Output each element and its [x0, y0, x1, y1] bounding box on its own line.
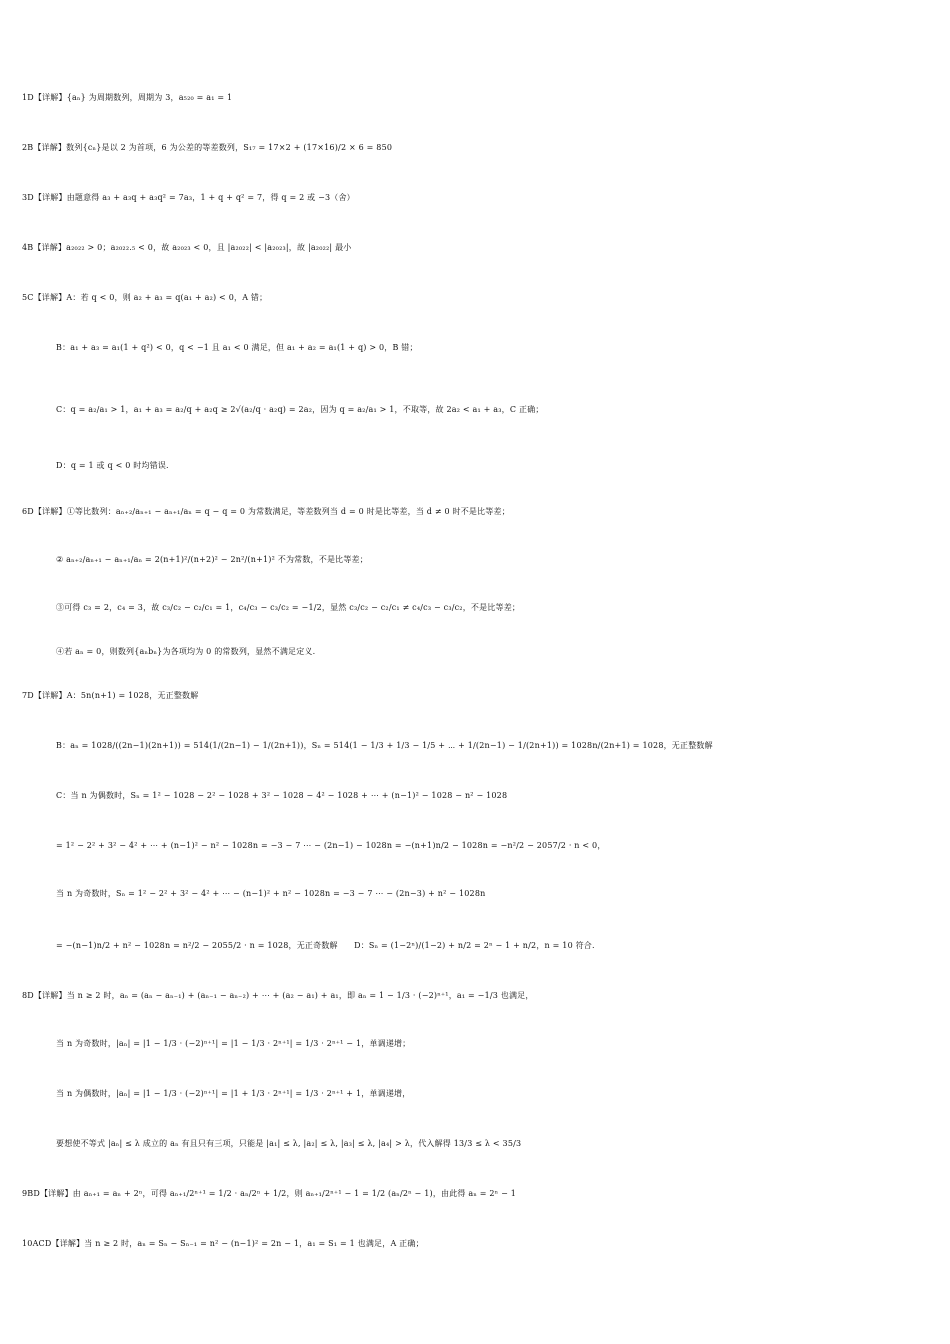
answer-10acd: 10ACD【详解】当 n ≥ 2 时，aₙ = Sₙ − Sₙ₋₁ = n² − (n−1)² = 2n − 1，a₁ = S₁ = 1 也满足，A 正确； [22, 1239, 424, 1248]
answer-8d-even: 当 n 为偶数时，|aₙ| = |1 − 1/3 · (−2)ⁿ⁺¹| = |1 + 1/3 · 2ⁿ⁺¹| = 1/3 · 2ⁿ⁺¹ + 1，单调递增， [56, 1089, 411, 1098]
answer-7d-option-c: C：当 n 为偶数时，Sₙ = 1² − 1028 − 2² − 1028 + 3² − 1028 − 4² − 1028 + ⋯ + (n−1)² − 1028 − n² − 1028 [56, 791, 508, 800]
answer-1d: 1D【详解】{aₙ} 为周期数列，周期为 3，a₅₂₀ = a₁ = 1 [22, 93, 233, 102]
answer-6d: 6D【详解】①等比数列：aₙ₊₂/aₙ₊₁ − aₙ₊₁/aₙ = q − q = 0 为常数满足，等差数列当 d = 0 时是比等差，当 d ≠ 0 时不是比等差； [22, 507, 510, 516]
answer-5c-option-c: C：q = a₂/a₁ > 1，a₁ + a₃ = a₂/q + a₂q ≥ 2√(a₂/q · a₂q) = 2a₂，因为 q = a₂/a₁ > 1，不取等，故 2a₂ < a₁ + a₃，C 正确； [56, 405, 544, 414]
answer-7d: 7D【详解】A：5n(n+1) = 1028，无正整数解 [22, 691, 199, 700]
answer-7d-option-c-line2: = 1² − 2² + 3² − 4² + ⋯ + (n−1)² − n² − 1028n = −3 − 7 ⋯ − (2n−1) − 1028n = −(n+1)n/2 − 1028n = −n²/2 − 2057/2 · n < 0， [56, 841, 606, 850]
answer-9bd: 9BD【详解】由 aₙ₊₁ = aₙ + 2ⁿ，可得 aₙ₊₁/2ⁿ⁺¹ = 1/2 · aₙ/2ⁿ + 1/2，则 aₙ₊₁/2ⁿ⁺¹ − 1 = 1/2 (aₙ/2ⁿ − 1)，由此得 aₙ = 2ⁿ − 1 [22, 1189, 517, 1198]
answer-6d-part-3: ③可得 c₃ = 2，c₄ = 3，故 c₃/c₂ − c₂/c₁ = 1，c₄/c₃ − c₃/c₂ = −1/2，显然 c₃/c₂ − c₂/c₁ ≠ c₄/c₃ − c₃/c₂，不是比等差； [56, 603, 521, 612]
answer-8d: 8D【详解】当 n ≥ 2 时，aₙ = (aₙ − aₙ₋₁) + (aₙ₋₁ − aₙ₋₂) + ⋯ + (a₂ − a₁) + a₁，即 aₙ = 1 − 1/3 · (−2)ⁿ⁺¹，a₁ = −1/3 也满足， [22, 991, 534, 1000]
answer-7d-option-b: B：aₙ = 1028/((2n−1)(2n+1)) = 514(1/(2n−1) − 1/(2n+1))，Sₙ = 514(1 − 1/3 + 1/3 − 1/5 + ⋯ + 1/(2n−1) − 1/(2n+1)) = 1028n/(2n+1) = 1028，无正整数解 [56, 741, 713, 750]
answer-5c: 5C【详解】A：若 q < 0，则 a₂ + a₃ = q(a₁ + a₂) < 0，A 错； [22, 293, 268, 302]
answer-2b: 2B【详解】数列{cₙ}是以 2 为首项，6 为公差的等差数列，S₁₇ = 17×2 + (17×16)/2 × 6 = 850 [22, 143, 393, 152]
answer-8d-odd: 当 n 为奇数时，|aₙ| = |1 − 1/3 · (−2)ⁿ⁺¹| = |1 − 1/3 · 2ⁿ⁺¹| = 1/3 · 2ⁿ⁺¹ − 1，单调递增； [56, 1039, 411, 1048]
answer-3d: 3D【详解】由题意得 a₃ + a₃q + a₃q² = 7a₃，1 + q + q² = 7，得 q = 2 或 −3（舍） [22, 193, 355, 202]
answer-6d-part-4: ④若 aₙ = 0，则数列{aₙbₙ}为各项均为 0 的常数列，显然不满足定义. [56, 647, 316, 656]
answer-5c-option-b: B：a₁ + a₃ = a₁(1 + q²) < 0，q < −1 且 a₁ < 0 满足，但 a₁ + a₂ = a₁(1 + q) > 0，B 错； [56, 343, 418, 352]
answer-5c-option-d: D：q = 1 或 q < 0 时均错误. [56, 461, 169, 470]
answer-6d-part-2: ② aₙ₊₂/aₙ₊₁ − aₙ₊₁/aₙ = 2(n+1)²/(n+2)² − 2n²/(n+1)² 不为常数，不是比等差； [56, 555, 368, 564]
answer-7d-option-c-line3: 当 n 为奇数时，Sₙ = 1² − 2² + 3² − 4² + ⋯ − (n−1)² + n² − 1028n = −3 − 7 ⋯ − (2n−3) + n² − 1028n [56, 889, 486, 898]
answer-4b: 4B【详解】a₂₀₂₂ > 0；a₂₀₂₂.₅ < 0，故 a₂₀₂₃ < 0，且 |a₂₀₂₂| < |a₂₀₂₃|，故 |a₂₀₂₂| 最小 [22, 243, 352, 252]
answer-7d-option-c-line4: = −(n−1)n/2 + n² − 1028n = n²/2 − 2055/2 · n = 1028，无正奇数解 D：Sₙ = (1−2ⁿ)/(1−2) + n/2 = 2ⁿ − 1 + n/2，n = 10 符合. [56, 941, 595, 950]
answer-8d-conclusion: 要想使不等式 |aₙ| ≤ λ 成立的 aₙ 有且只有三项，只能是 |a₁| ≤ λ, |a₂| ≤ λ, |a₃| ≤ λ, |a₄| > λ，代入解得 13/3 ≤ λ < 35/3 [56, 1139, 522, 1148]
